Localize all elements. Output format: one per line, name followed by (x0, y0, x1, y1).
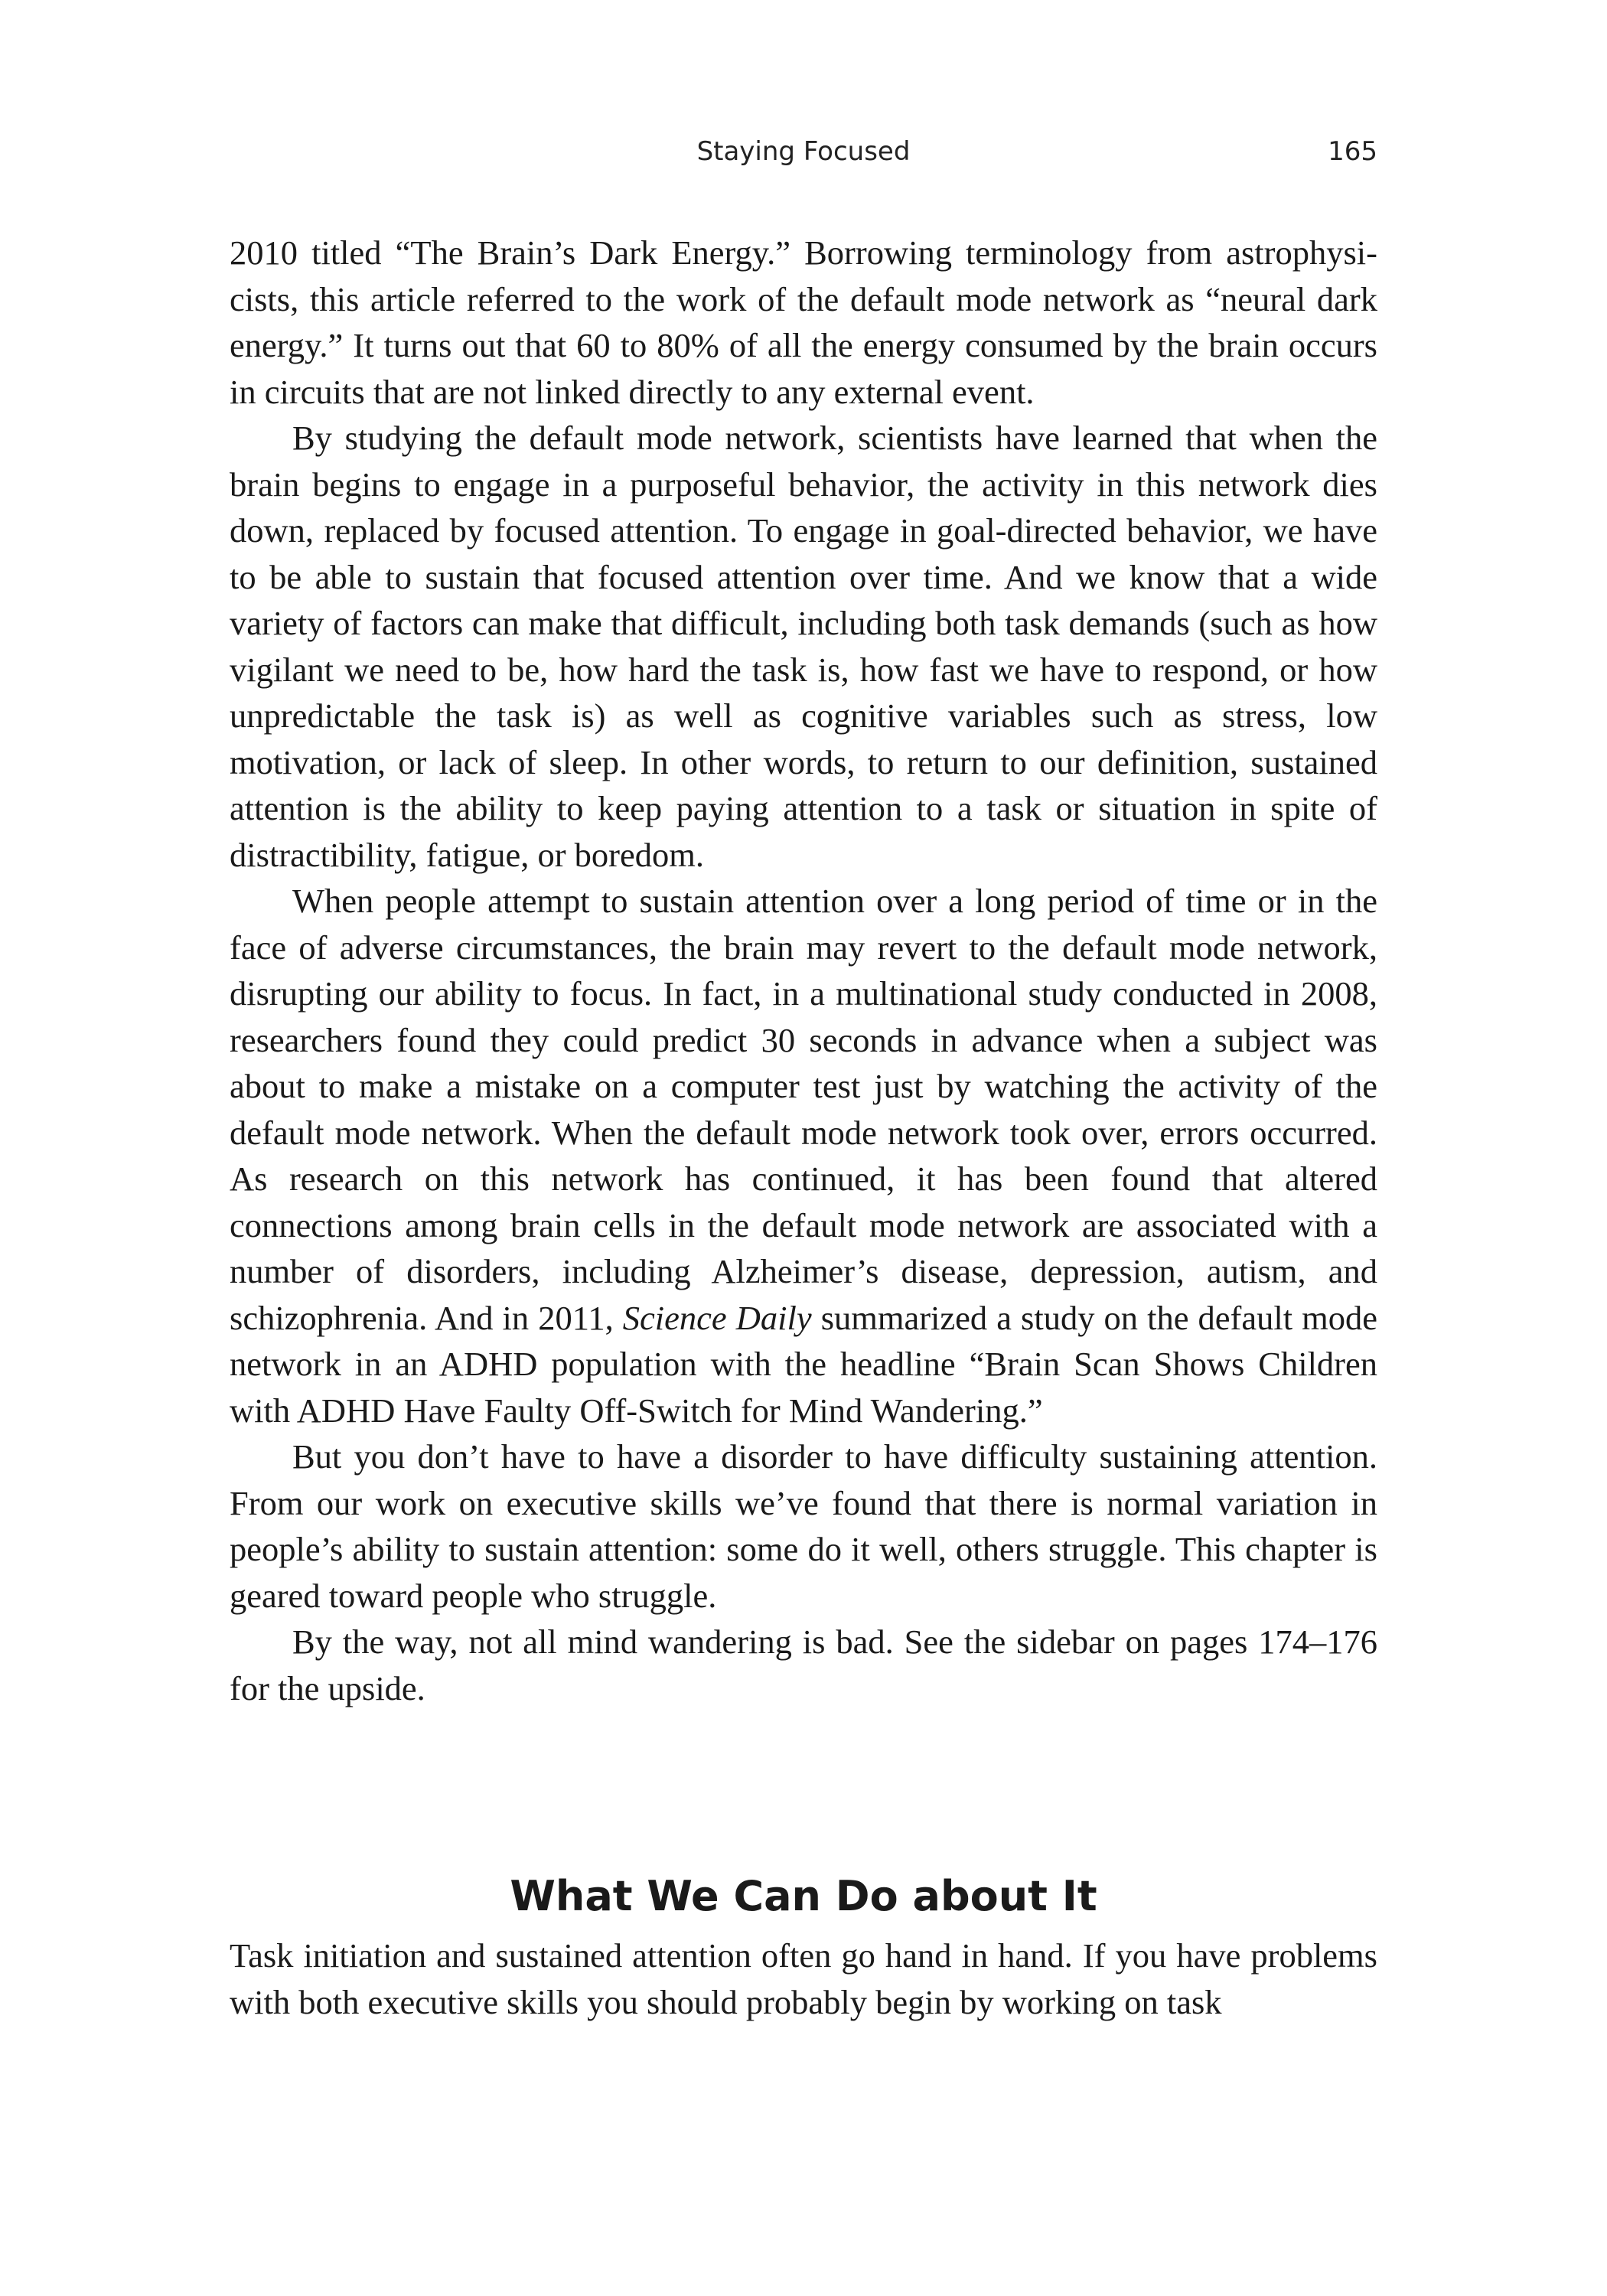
paragraph-3 (230, 878, 1377, 1433)
paragraph-2 (230, 415, 1377, 878)
paragraph-5-text: By the way, not all mind wandering is bad. See the sidebar on pages 174–176 for the upside. (230, 1623, 1377, 1707)
section-paragraph: Task initiation and sustained attention often go hand in hand. If you have problems with both executive skills you should probably begin by working on task (230, 1936, 1377, 2021)
page-number: 165 (1328, 136, 1377, 167)
paragraph-2-text: By studying the default mode network, scientists have learned that when the brain begins to engage in a purposeful behavior, the activity in this network dies down, replaced by focused attention. To engage in goal-directed behavior, we have to be able to sustain that focused attention over time. And we know that a wide variety of factors can make that difficult, including both task demands (such as how vigilant we need to be, how hard the task is, how fast we have to respond, or how unpredictable the task is) as well as cognitive variables such as stress, low motivation, or lack of sleep. In other words, to return to our definition, sustained attention is the ability to keep paying attention to a task or situation in spite of distractibility, fatigue, or boredom. (230, 419, 1377, 874)
running-head (230, 136, 1377, 174)
paragraph-3-text: When people attempt to sustain attention over a long period of time or in the face of adverse circumstances, the brain may revert to the default mode network, disrupting our ability to focus. In fact, in a multinational study conducted in 2008, researchers found they could predict 30 seconds in advance when a subject was about to make a mistake on a computer test just by watching the activity of the default mode network. When the default mode network took over, errors occurred. As research on this network has continued, it has been found that altered connections among brain cells in the default mode network are associated with a number of disorders, including Alzheimer’s disease, depression, autism, and schizophrenia. And in 2011, (230, 882, 1377, 1337)
body-text (230, 230, 1377, 1711)
paragraph-1-text: 2010 titled “The Brain’s Dark Energy.” Borrowing terminology from astrophysicists, this article referred to the work of the default mode network as “neural dark energy.” It turns out that 60 to 80% of all the energy consumed by the brain occurs in circuits that are not linked directly to any external event. (230, 233, 1377, 411)
paragraph-1 (230, 230, 1377, 415)
paragraph-3-text-continued: summarized a study on the default mode network in an ADHD population with the headline “Brain Scan Shows Children with ADHD Have Faulty Off-Switch for Mind Wandering.” (230, 1298, 1378, 1430)
section-heading: What We Can Do about It (510, 1871, 1097, 1920)
section-body (230, 1932, 1377, 2025)
paragraph-5 (230, 1619, 1377, 1711)
publication-title: Science Daily (622, 1298, 812, 1337)
running-head-title: Staying Focused (696, 136, 911, 167)
paragraph-4-text: But you don’t have to have a disorder to have difficulty sustaining attention. From our work on executive skills we’ve found that there is normal variation in people’s ability to sustain attention: some do it well, others struggle. This chapter is geared toward people who struggle. (230, 1437, 1377, 1615)
paragraph-4 (230, 1433, 1377, 1619)
